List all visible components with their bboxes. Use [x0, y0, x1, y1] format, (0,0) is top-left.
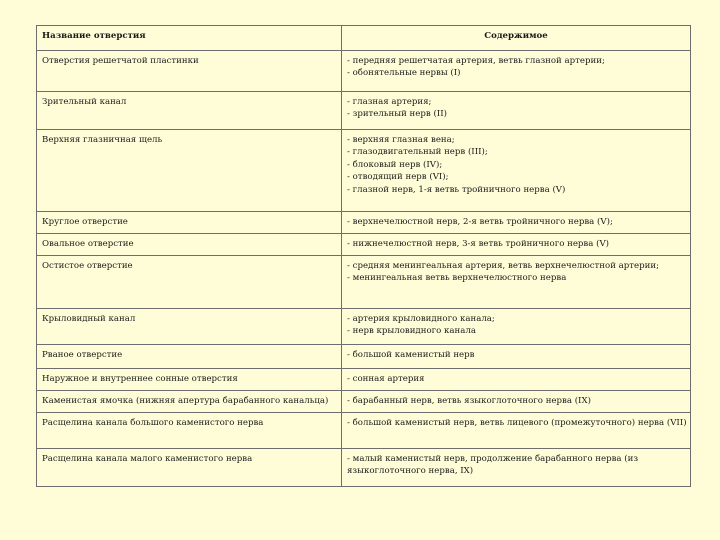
content-line: - средняя менингеальная артерия, ветвь верхнечелюстной артерии; [347, 261, 659, 271]
content-line: - барабанный нерв, ветвь языкоглоточного нерва (IX) [347, 396, 591, 406]
cell-contents [342, 413, 691, 449]
content-line: - глазной нерв, 1-я ветвь тройничного нерва (V) [347, 184, 566, 195]
cell-contents [342, 256, 691, 309]
cell-foramen-name: Овальное отверстие [37, 234, 342, 256]
header-foramen-name: Название отверстия [37, 26, 342, 51]
content-line: - глазодвигательный нерв (III); [347, 147, 488, 158]
cell-foramen-name: Расщелина канала малого каменистого нерва [37, 449, 342, 487]
content-line: - отводящий нерв (VI); [347, 172, 449, 183]
table-row [37, 413, 691, 449]
table-row [37, 130, 691, 212]
table-row [37, 212, 691, 234]
content-line: - передняя решетчатая артерия, ветвь глазной артерии; [347, 56, 605, 66]
table-row [37, 309, 691, 345]
cell-foramen-name: Рваное отверстие [37, 345, 342, 369]
cell-foramen-name: Зрительный канал [37, 92, 342, 130]
cell-foramen-name: Отверстия решетчатой пластинки [37, 51, 342, 92]
cell-contents [342, 130, 691, 212]
cell-contents [342, 309, 691, 345]
content-line: - верхняя глазная вена; [347, 135, 455, 145]
header-contents: Содержимое [342, 26, 691, 51]
table-row [37, 51, 691, 92]
cell-foramen-name: Остистое отверстие [37, 256, 342, 309]
cell-contents [342, 234, 691, 256]
cell-foramen-name: Круглое отверстие [37, 212, 342, 234]
content-line: - нерв крыловидного канала [347, 326, 476, 337]
table-row [37, 391, 691, 413]
cell-contents [342, 345, 691, 369]
cell-contents [342, 449, 691, 487]
content-line: - зрительный нерв (II) [347, 109, 447, 120]
content-line: - обонятельные нервы (I) [347, 68, 461, 79]
content-line: - малый каменистый нерв, продолжение барабанного нерва (из языкоглоточного нерва, IX) [347, 454, 639, 477]
table-row [37, 369, 691, 391]
table-header-row [37, 26, 691, 51]
cell-contents [342, 92, 691, 130]
cell-contents [342, 369, 691, 391]
cell-foramen-name: Крыловидный канал [37, 309, 342, 345]
content-line: - большой каменистый нерв [347, 350, 475, 360]
table-row [37, 234, 691, 256]
cell-contents [342, 51, 691, 92]
content-line: - артерия крыловидного канала; [347, 314, 495, 324]
table-row [37, 345, 691, 369]
content-line: - блоковый нерв (IV); [347, 159, 443, 170]
foramina-table [36, 25, 691, 487]
cell-contents [342, 212, 691, 234]
content-line: - глазная артерия; [347, 97, 432, 107]
content-line: - менингеальная ветвь верхнечелюстного нерва [347, 273, 567, 284]
cell-contents [342, 391, 691, 413]
content-line: - верхнечелюстной нерв, 2-я ветвь тройничного нерва (V); [347, 217, 613, 227]
content-line: - большой каменистый нерв, ветвь лицевого (промежуточного) нерва (VII) [347, 418, 687, 428]
table-row [37, 256, 691, 309]
cell-foramen-name: Каменистая ямочка (нижняя апертура барабанного канальца) [37, 391, 342, 413]
cell-foramen-name: Верхняя глазничная щель [37, 130, 342, 212]
content-line: - сонная артерия [347, 374, 425, 384]
table-row [37, 449, 691, 487]
table-row [37, 92, 691, 130]
cell-foramen-name: Наружное и внутреннее сонные отверстия [37, 369, 342, 391]
content-line: - нижнечелюстной нерв, 3-я ветвь тройничного нерва (V) [347, 239, 610, 249]
cell-foramen-name: Расщелина канала большого каменистого нерва [37, 413, 342, 449]
